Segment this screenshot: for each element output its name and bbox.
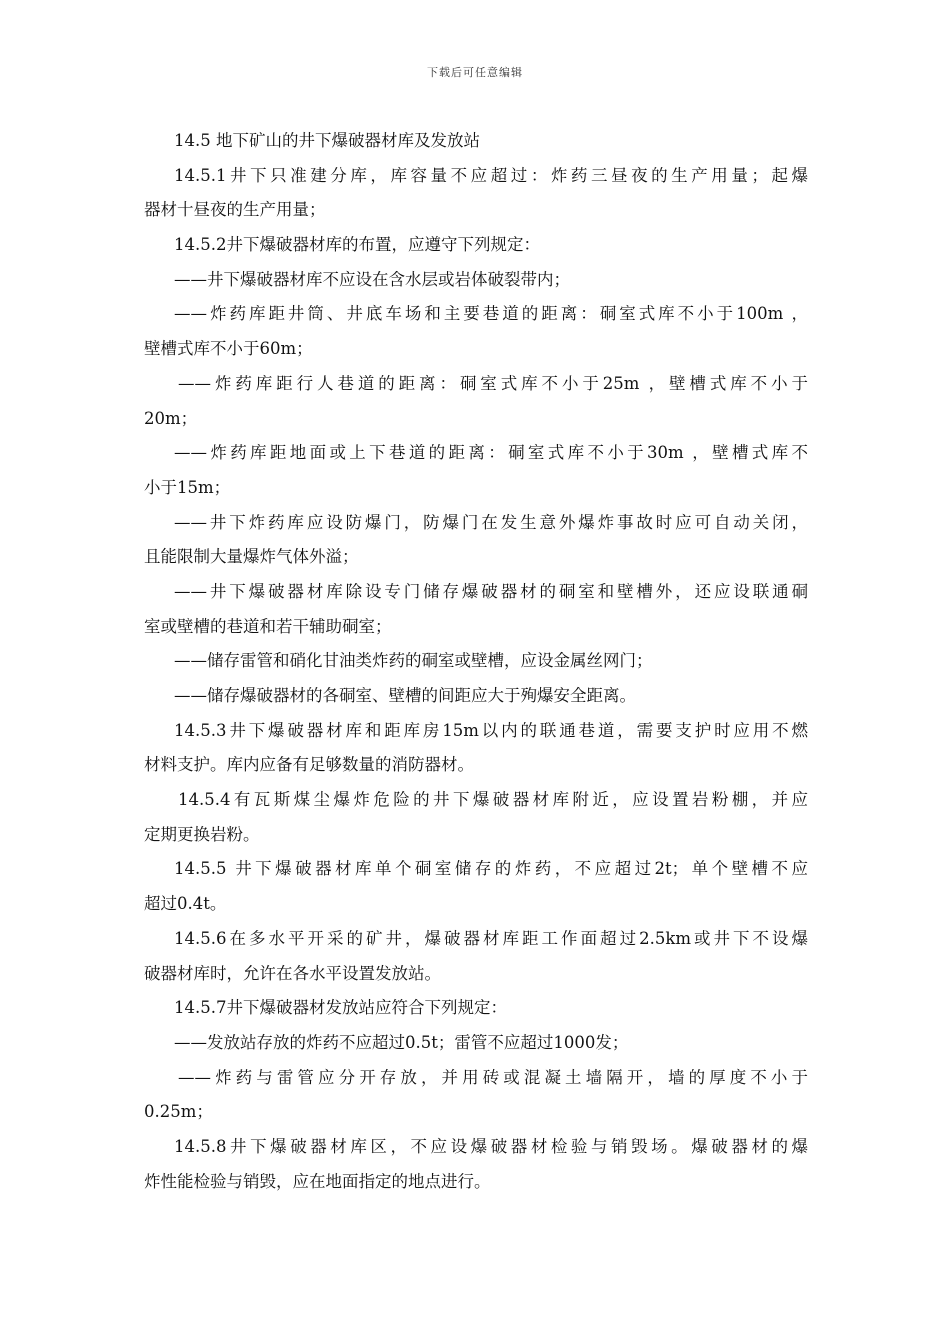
paragraph-line: 定期更换岩粉。 <box>144 824 260 844</box>
page-header: 下载后可任意编辑 <box>427 66 523 79</box>
paragraph-line: 14.5.1井下只准建分库，库容量不应超过：炸药三昼夜的生产用量；起爆 <box>174 165 808 185</box>
paragraph-line: 14.5.5 井下爆破器材库单个硐室储存的炸药，不应超过2t；单个壁槽不应 <box>174 859 808 879</box>
paragraph-line: 14.5.4有瓦斯煤尘爆炸危险的井下爆破器材库附近，应设置岩粉棚，并应 <box>178 790 808 810</box>
list-item-line: ——炸药与雷管应分开存放，并用砖或混凝土墙隔开，墙的厚度不小于 <box>178 1067 808 1087</box>
section-heading: 14.5 地下矿山的井下爆破器材库及发放站 <box>174 131 480 150</box>
list-item-line: ——炸药库距地面或上下巷道的距离：硐室式库不小于30m ，壁槽式库不 <box>174 443 808 463</box>
list-item-line: ——井下爆破器材库不应设在含水层或岩体破裂带内； <box>174 269 570 289</box>
document-body <box>144 124 808 1199</box>
list-item-line: ——发放站存放的炸药不应超过0.5t；雷管不应超过1000发； <box>174 1032 629 1052</box>
list-item-line: 0.25m； <box>144 1102 213 1122</box>
paragraph-line: 14.5.2井下爆破器材库的布置，应遵守下列规定： <box>174 235 540 255</box>
list-item-line: 小于15m； <box>144 477 231 497</box>
list-item-line: 壁槽式库不小于60m； <box>144 339 313 359</box>
paragraph-line: 超过0.4t。 <box>144 894 227 914</box>
paragraph-line: 炸性能检验与销毁，应在地面指定的地点进行。 <box>144 1171 491 1191</box>
list-item-line: ——井下炸药库应设防爆门，防爆门在发生意外爆炸事故时应可自动关闭， <box>174 512 808 532</box>
paragraph-line: 14.5.7井下爆破器材发放站应符合下列规定： <box>174 998 507 1018</box>
paragraph-line: 器材十昼夜的生产用量； <box>144 200 326 220</box>
list-item-line: 且能限制大量爆炸气体外溢； <box>144 547 359 567</box>
paragraph-line: 破器材库时，允许在各水平设置发放站。 <box>144 963 441 983</box>
list-item-line: ——炸药库距井筒、井底车场和主要巷道的距离：硐室式库不小于100m ， <box>174 304 808 324</box>
paragraph-line: 材料支护。库内应备有足够数量的消防器材。 <box>144 755 474 775</box>
list-item-line: 20m； <box>144 408 198 428</box>
list-item-line: ——井下爆破器材库除设专门储存爆破器材的硐室和壁槽外，还应设联通硐 <box>174 581 808 601</box>
list-item-line: ——储存爆破器材的各硐室、壁槽的间距应大于殉爆安全距离。 <box>174 686 636 705</box>
list-item-line: ——储存雷管和硝化甘油类炸药的硐室或壁槽，应设金属丝网门； <box>174 651 653 671</box>
paragraph-line: 14.5.3井下爆破器材库和距库房15m以内的联通巷道，需要支护时应用不燃 <box>174 720 808 740</box>
paragraph-line: 14.5.8井下爆破器材库区，不应设爆破器材检验与销毁场。爆破器材的爆 <box>174 1136 808 1156</box>
list-item-line: 室或壁槽的巷道和若干辅助硐室； <box>144 616 392 636</box>
paragraph-line: 14.5.6在多水平开采的矿井，爆破器材库距工作面超过2.5km或井下不设爆 <box>174 928 808 948</box>
list-item-line: ——炸药库距行人巷道的距离：硐室式库不小于25m ，壁槽式库不小于 <box>178 373 808 393</box>
